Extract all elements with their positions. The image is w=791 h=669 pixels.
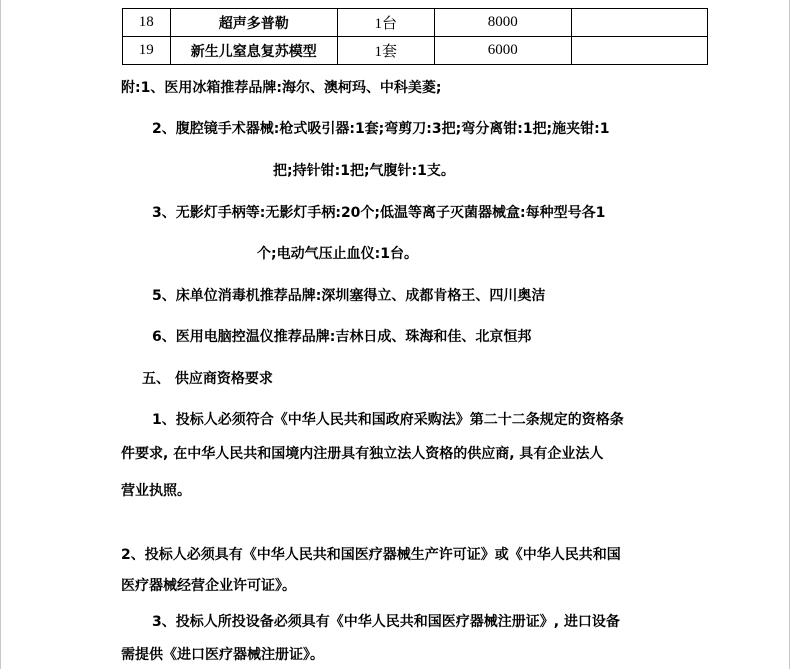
requirement-1-line-2: 件要求, 在中华人民共和国境内注册具有独立法人资格的供应商, 具有企业法人 (121, 446, 604, 462)
row-number: 19 (123, 37, 171, 65)
table-row (123, 37, 708, 65)
requirement-2-line-1: 2、投标人必须具有《中华人民共和国医疗器械生产许可证》或《中华人民共和国 (121, 547, 621, 563)
requirement-1-line-3: 营业执照。 (121, 483, 191, 499)
note-2-line-2: 把;持针钳:1把;气腹针:1支。 (273, 163, 455, 179)
page-border-right (789, 0, 790, 669)
item-price: 8000 (434, 9, 571, 37)
note-1: 附:1、医用冰箱推荐品牌:海尔、澳柯玛、中科美菱; (121, 80, 442, 96)
requirement-1-line-1: 1、投标人必须符合《中华人民共和国政府采购法》第二十二条规定的资格条 (152, 412, 624, 428)
note-5: 5、床单位消毒机推荐品牌:深圳塞得立、成都肯格王、四川奥洁 (152, 288, 546, 304)
note-6: 6、医用电脑控温仪推荐品牌:吉林日成、珠海和佳、北京恒邦 (152, 329, 532, 345)
note-3-line-1: 3、无影灯手柄等:无影灯手柄:20个;低温等离子灭菌器械盒:每种型号各1 (152, 205, 606, 221)
section-heading: 五、 供应商资格要求 (142, 371, 273, 387)
requirement-3-line-2: 需提供《进口医疗器械注册证》。 (121, 647, 324, 663)
requirement-3-line-1: 3、投标人所投设备必须具有《中华人民共和国医疗器械注册证》, 进口设备 (152, 614, 620, 630)
item-extra (571, 37, 707, 65)
item-quantity: 1套 (337, 37, 434, 65)
note-2-line-1: 2、腹腔镜手术器械:枪式吸引器:1套;弯剪刀:3把;弯分离钳:1把;施夹钳:1 (152, 121, 610, 137)
item-quantity: 1台 (337, 9, 434, 37)
table-row (123, 9, 708, 37)
item-name: 新生儿窒息复苏模型 (170, 37, 337, 65)
item-name: 超声多普勒 (170, 9, 337, 37)
item-extra (571, 9, 707, 37)
equipment-table (122, 8, 708, 65)
page-border-left (0, 0, 1, 669)
requirement-2-line-2: 医疗器械经营企业许可证》。 (121, 578, 296, 594)
item-price: 6000 (434, 37, 571, 65)
note-3-line-2: 个;电动气压止血仪:1台。 (257, 246, 418, 262)
row-number: 18 (123, 9, 171, 37)
